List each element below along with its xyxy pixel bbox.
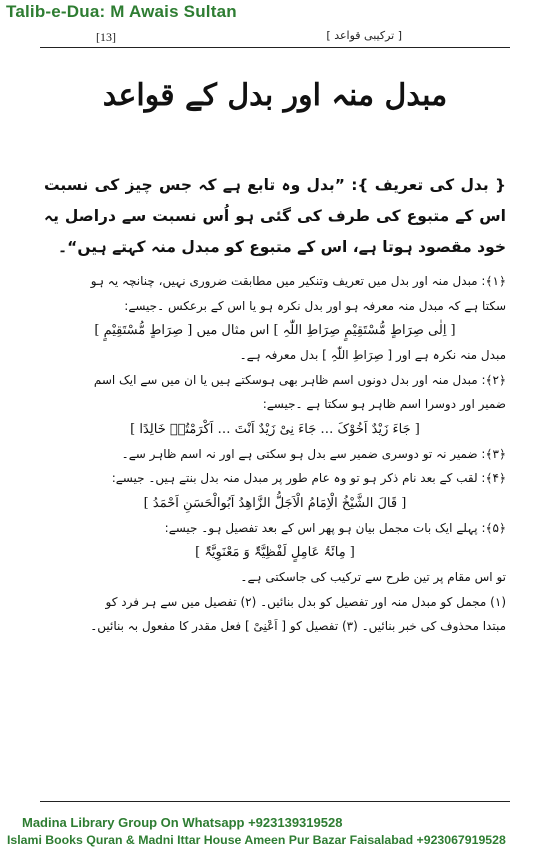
definition-label: { بدل کی تعریف }:	[351, 176, 506, 194]
watermark-banner-top: Talib-e-Dua: M Awais Sultan	[6, 2, 237, 21]
running-head: [ ترکیبی قواعد ]	[326, 29, 402, 42]
example-line: [ مِائَۃُ عَامِلٍ لَفْظِیَّۃٌ وَ مَعْنَوِیَّۃٌ ]	[195, 545, 355, 560]
text-line: ضمیر اور دوسرا اسم ظاہر ہو سکتا ہے ۔جیسے:	[262, 397, 506, 411]
text-line: مبدل منہ نکرہ ہے اور [ صِرَاطِ اللّٰہِ ] بدل معرفہ ہے۔	[239, 348, 506, 362]
text-line: مبتدا محذوف کی خبر بنائیں۔ (۳) تفصیل کو [ اَعْنِیْ ] فعل مقدر کا مفعول بہ بنائیں۔	[90, 619, 506, 633]
footer-rule	[40, 801, 510, 802]
text-line: ﴿۱﴾: مبدل منہ اور بدل میں تعریف وتنکیر میں مطابقت ضروری نہیں، چنانچہ یہ ہو	[90, 274, 506, 288]
watermark-banner-footer-1: Madina Library Group On Whatsapp +923139319528	[22, 815, 343, 830]
page-number: [13]	[96, 30, 116, 44]
text-line: ﴿۵﴾: پہلے ایک بات مجمل بیان ہو پھر اس کے بعد تفصیل ہو۔ جیسے:	[164, 520, 506, 535]
example-line: [ قَالَ الشَّیْخُ الْاِمَامُ الْاَجَلُّ الزَّاھِدُ اَبُوالْحَسَنِ اَحْمَدُ ]	[143, 495, 407, 511]
text-line: سکتا ہے کہ مبدل منہ معرفہ ہو اور بدل نکرہ ہو یا اس کے برعکس ۔جیسے:	[124, 298, 506, 313]
example-line: [ جَاءَ زَیْدٌ اَخُوْکَ … جَاءَ نِیْ زَیْدٌ اَنْتَ … اَکْرَمْتُہٗ خَالِدًا ]	[130, 421, 420, 437]
definition-text: ”بدل وہ تابع ہے کہ جس چیز کی نسبت اس کے متبوع کی طرف کی گئی ہو اُس نسبت سے دراصل یہ خود مقصود ہوتا ہے، اس کے متبوع کو مبدل منہ کہتے ہیں“۔	[44, 176, 506, 256]
chapter-title: مبدل منہ اور بدل کے قواعد	[102, 78, 448, 113]
watermark-banner-footer-2: Islami Books Quran & Madni Ittar House Ameen Pur Bazar Faisalabad +923067919528	[7, 833, 506, 847]
rule-lines	[44, 269, 506, 639]
text-line: ﴿۳﴾: ضمیر نہ تو دوسری ضمیر سے بدل ہو سکتی ہے اور نہ اسم ظاہر سے۔	[121, 446, 506, 461]
definition-paragraph	[44, 170, 506, 263]
header-rule	[40, 47, 510, 48]
text-line: تو اس مقام پر تین طرح سے ترکیب کی جاسکتی ہے۔	[240, 570, 506, 584]
text-line: (۱) مجمل کو مبدل منہ اور تفصیل کو بدل بنائیں۔ (۲) تفصیل میں سے ہر فرد کو	[105, 594, 506, 609]
text-line: ﴿۲﴾: مبدل منہ اور بدل دونوں اسم ظاہر بھی ہوسکتے ہیں یا ان میں سے ایک اسم	[93, 372, 506, 387]
text-line: ﴿۴﴾: لقب کے بعد نام ذکر ہو تو وہ عام طور پر مبدل منہ بدل بنتے ہیں۔ جیسے:	[111, 471, 506, 485]
page-body	[44, 170, 506, 639]
example-line: [ اِلٰی صِرَاطٍ مُّسْتَقِیْمٍ صِرَاطِ اللّٰہِ ] اس مثال میں [ صِرَاطٍ مُّسْتَقِیْمٍ ]	[94, 323, 456, 338]
